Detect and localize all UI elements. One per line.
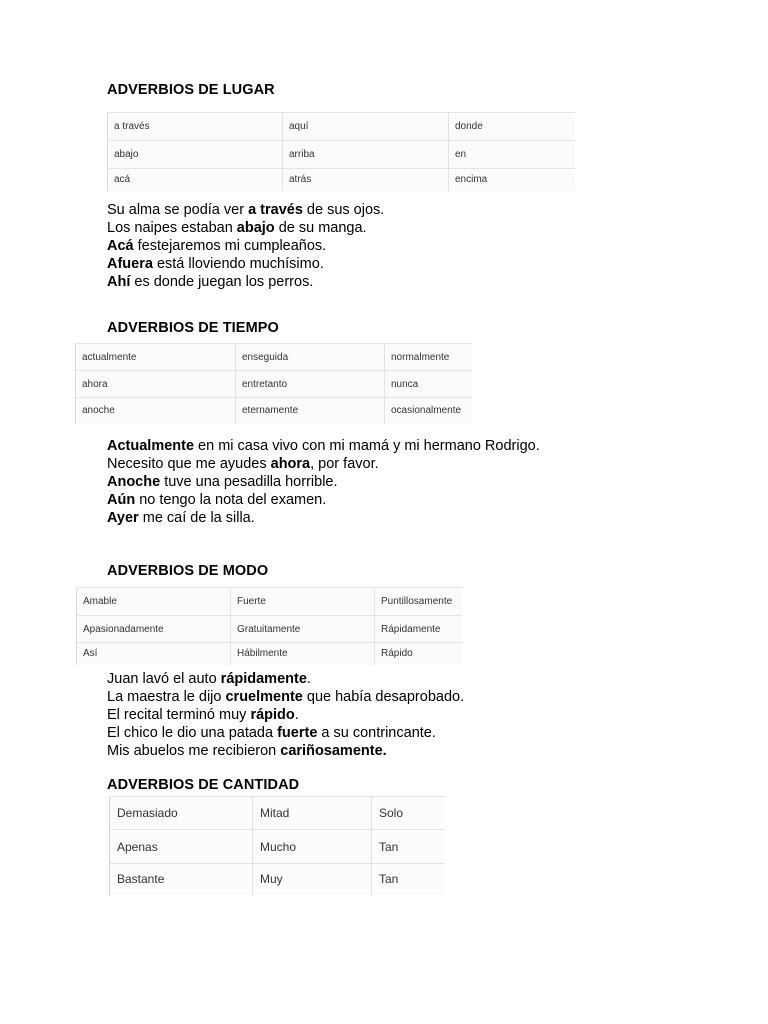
table-cell: Hábilmente <box>231 643 375 665</box>
table-cell: Gratuitamente <box>231 616 375 643</box>
sentence: Juan lavó el auto rápidamente. <box>107 671 311 687</box>
sentence: Aún no tengo la nota del examen. <box>107 492 327 508</box>
table-cell: Mitad <box>253 797 372 830</box>
table-row <box>77 643 463 665</box>
sentence: La maestra le dijo cruelmente que había desaprobado. <box>107 689 465 705</box>
table-row <box>76 344 473 371</box>
table-cell: anoche <box>76 398 236 424</box>
table-cell: Fuerte <box>231 588 375 616</box>
sentences-tiempo <box>107 437 540 527</box>
sentence: Ayer me caí de la silla. <box>107 510 255 526</box>
table-cell: enseguida <box>236 344 385 371</box>
heading-lugar: ADVERBIOS DE LUGAR <box>107 82 275 98</box>
table-cell: actualmente <box>76 344 236 371</box>
table-row <box>77 588 463 616</box>
table-cell: atrás <box>283 169 449 191</box>
sentence: Actualmente en mi casa vivo con mi mamá y mi hermano Rodrigo. <box>107 438 540 454</box>
table-cell: Mucho <box>253 830 372 864</box>
table-cell: Amable <box>77 588 231 616</box>
table-modo <box>76 587 462 665</box>
sentence: Anoche tuve una pesadilla horrible. <box>107 474 338 490</box>
table-cell: ahora <box>76 371 236 398</box>
table-cell: ocasionalmente <box>385 398 473 424</box>
table-cell: entretanto <box>236 371 385 398</box>
sentence: El chico le dio una patada fuerte a su contrincante. <box>107 725 436 741</box>
table-cell: donde <box>449 113 576 141</box>
table-cell: Apenas <box>110 830 253 864</box>
table-cantidad <box>109 796 444 895</box>
table-cell: Solo <box>372 797 445 830</box>
table-cell: normalmente <box>385 344 473 371</box>
table-cell: a través <box>108 113 283 141</box>
table-tiempo <box>75 343 472 424</box>
table-cell: Tan <box>372 830 445 864</box>
table-cell: Demasiado <box>110 797 253 830</box>
table-cell: eternamente <box>236 398 385 424</box>
sentences-lugar <box>107 201 384 291</box>
sentence: Su alma se podía ver a través de sus ojos. <box>107 202 385 218</box>
table-cell: encima <box>449 169 576 191</box>
table-row <box>77 616 463 643</box>
table-cell: abajo <box>108 141 283 169</box>
table-cell: nunca <box>385 371 473 398</box>
table-cell: Muy <box>253 864 372 895</box>
table-row <box>108 169 576 191</box>
sentence: Los naipes estaban abajo de su manga. <box>107 220 367 236</box>
table-row <box>110 864 445 895</box>
table-cell: en <box>449 141 576 169</box>
table-cell: Puntillosamente <box>375 588 463 616</box>
table-row <box>76 398 473 424</box>
table-cell: arriba <box>283 141 449 169</box>
sentence: El recital terminó muy rápido. <box>107 707 299 723</box>
table-cell: Tan <box>372 864 445 895</box>
sentence: Acá festejaremos mi cumpleaños. <box>107 238 327 254</box>
table-cell: Así <box>77 643 231 665</box>
table-lugar <box>107 112 575 191</box>
sentence: Necesito que me ayudes ahora, por favor. <box>107 456 379 472</box>
sentence: Afuera está lloviendo muchísimo. <box>107 256 324 272</box>
sentences-modo <box>107 670 464 760</box>
table-cell: aquí <box>283 113 449 141</box>
table-cell: acá <box>108 169 283 191</box>
table-cell: Apasionadamente <box>77 616 231 643</box>
table-row <box>108 113 576 141</box>
table-cell: Bastante <box>110 864 253 895</box>
sentence: Mis abuelos me recibieron cariñosamente. <box>107 743 387 759</box>
table-row <box>76 371 473 398</box>
table-row <box>110 797 445 830</box>
sentence: Ahí es donde juegan los perros. <box>107 274 314 290</box>
heading-cantidad: ADVERBIOS DE CANTIDAD <box>107 777 300 793</box>
heading-modo: ADVERBIOS DE MODO <box>107 563 269 579</box>
table-row <box>108 141 576 169</box>
heading-tiempo: ADVERBIOS DE TIEMPO <box>107 320 279 336</box>
table-row <box>110 830 445 864</box>
table-cell: Rápidamente <box>375 616 463 643</box>
table-cell: Rápido <box>375 643 463 665</box>
